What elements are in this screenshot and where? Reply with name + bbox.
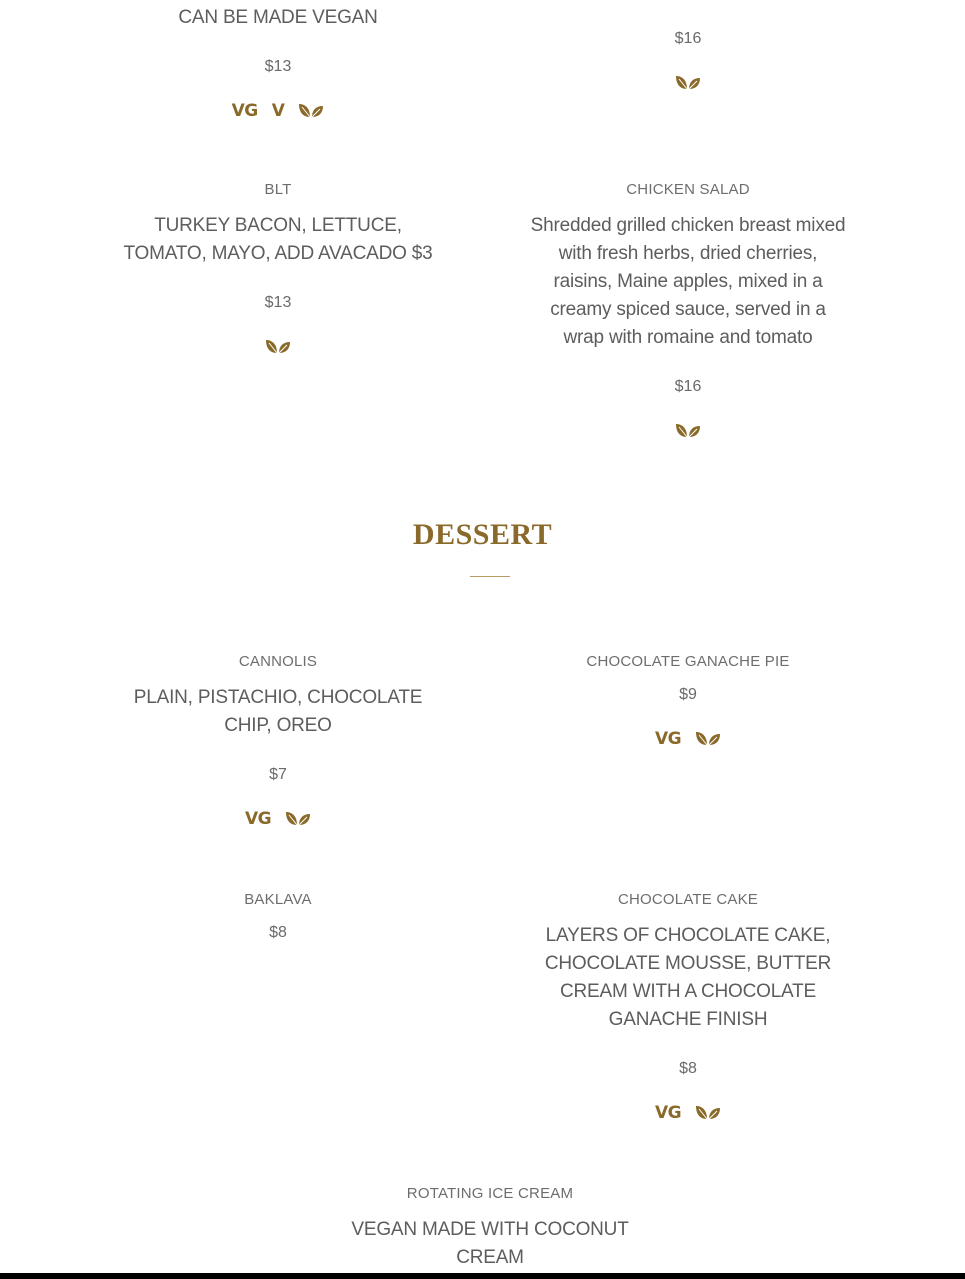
vegetarian-badge: VG: [231, 101, 258, 121]
leaf-icon: [675, 74, 701, 92]
item-title: CHOCOLATE GANACHE PIE: [586, 653, 790, 670]
leaf-icon: [695, 1104, 721, 1122]
item-description: LAYERS OF CHOCOLATE CAKE, CHOCOLATE MOUSSE, BUTTER CREAM WITH A CHOCOLATE GANACHE FINISH: [544, 925, 832, 1030]
item-title: ROTATING ICE CREAM: [406, 1185, 574, 1202]
dietary-icons: [530, 728, 846, 750]
dietary-icons: [530, 420, 846, 442]
item-title: BLT: [264, 181, 292, 198]
menu-item-chicken-salad: [530, 180, 846, 442]
leaf-icon: [695, 730, 721, 748]
item-price: $13: [264, 58, 292, 75]
item-price: $16: [674, 30, 702, 47]
item-description: PLAIN, PISTACHIO, CHOCOLATE CHIP, OREO: [133, 687, 423, 736]
item-price: $13: [264, 294, 292, 311]
vegetarian-badge: VG: [654, 729, 682, 749]
item-title: CHOCOLATE CAKE: [617, 891, 759, 908]
vegan-badge: V: [271, 101, 285, 121]
leaf-icon: [298, 102, 324, 120]
menu-item-chocolate-cake: [530, 890, 846, 1124]
menu-item-blt: [120, 180, 436, 358]
vegetarian-badge: VG: [244, 809, 272, 829]
leaf-icon: [265, 338, 291, 356]
item-price: $7: [269, 766, 287, 783]
menu-item-top-right: [530, 28, 846, 94]
item-description: TURKEY BACON, LETTUCE, TOMATO, MAYO, ADD AVACADO $3: [123, 215, 433, 264]
dietary-icons: [530, 1102, 846, 1124]
menu-item-chocolate-ganache-pie: [530, 652, 846, 750]
dietary-icons: [530, 72, 846, 94]
section-divider: [470, 576, 510, 577]
item-description: VEGAN MADE WITH COCONUT CREAM: [351, 1219, 629, 1268]
menu-item-baklava: [120, 890, 436, 944]
dietary-icons: [120, 336, 436, 358]
menu-item-cannolis: [120, 652, 436, 830]
item-price: $8: [269, 924, 287, 941]
item-description: Shredded grilled chicken breast mixed with fresh herbs, dried cherries, raisins, Maine apples, mixed in a creamy spiced sauce, served in a wrap with romaine and tomato: [530, 215, 846, 348]
item-title: BAKLAVA: [244, 891, 312, 908]
item-description: CAN BE MADE VEGAN: [178, 7, 378, 28]
item-price: $9: [679, 686, 697, 703]
dietary-icons: [120, 808, 436, 830]
item-title: CANNOLIS: [238, 653, 318, 670]
item-price: $16: [674, 378, 702, 395]
item-title: CHICKEN SALAD: [626, 181, 750, 198]
section-heading-dessert: DESSERT: [412, 518, 553, 551]
dietary-icons: [120, 100, 436, 122]
leaf-icon: [285, 810, 311, 828]
menu-item-rotating-ice-cream: [320, 1184, 660, 1272]
leaf-icon: [675, 422, 701, 440]
menu-item-top-left: [120, 4, 436, 122]
vegetarian-badge: VG: [654, 1103, 682, 1123]
bottom-bar: [0, 1273, 965, 1279]
item-price: $8: [679, 1060, 697, 1077]
